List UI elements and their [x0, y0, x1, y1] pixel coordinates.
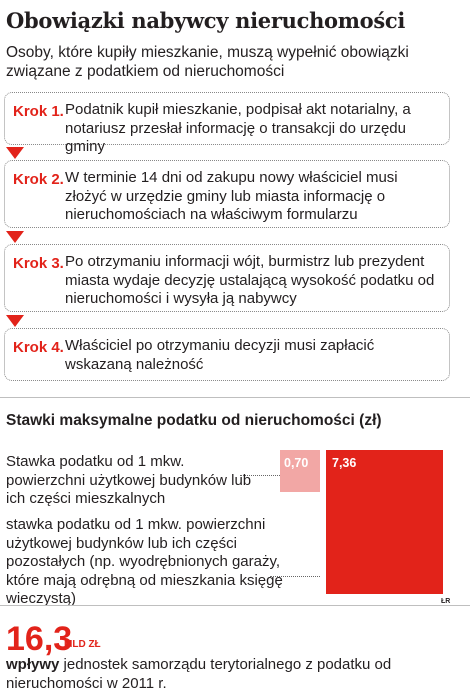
step-4 — [4, 328, 450, 381]
step-label: Krok 3. — [13, 255, 64, 272]
section-divider — [0, 397, 470, 398]
stat-caption — [6, 656, 446, 693]
step-2 — [4, 160, 450, 228]
step-text: Po otrzymaniu informacji wójt, burmistrz lub prezydent miasta wydaje decyzję ustalającą wysokość podatku od nieruchomości i wysyła ją nabywcy — [65, 253, 435, 307]
step-text: Podatnik kupił mieszkanie, podpisał akt notarialny, a notariusz przesłał informację o transakcji do urzędu gminy — [65, 101, 411, 155]
stat-number: 16,3 — [6, 620, 73, 658]
credit-initials: ŁR — [441, 598, 451, 605]
stat-bold: wpływy — [6, 656, 60, 673]
rate-desc-other: stawka podatku od 1 mkw. powierzchni użytkowej budynków lub ich części pozostałych (np. wyodrębnionych garaży, które mają odrębną od mieszkania księgę wieczystą) — [6, 516, 283, 607]
stat-unit: MLD ZŁ — [64, 639, 101, 650]
rate-desc-residential: Stawka podatku od 1 mkw. powierzchni użytkowej budynków lub ich części mieszkalnych — [6, 453, 252, 507]
step-label: Krok 4. — [13, 339, 64, 356]
down-arrow-icon — [6, 315, 24, 327]
step-label: Krok 1. — [13, 103, 64, 120]
step-text: Właściciel po otrzymaniu decyzji musi zapłacić wskazaną należność — [65, 337, 375, 373]
down-arrow-icon — [6, 231, 24, 243]
rates-title: Stawki maksymalne podatku od nieruchomości (zł) — [6, 412, 382, 429]
bar-other — [326, 450, 443, 594]
step-label: Krok 2. — [13, 171, 64, 188]
step-1 — [4, 92, 450, 155]
section-divider — [0, 605, 470, 606]
page-title: Obowiązki nabywcy nieruchomości — [6, 8, 406, 33]
leader-line — [270, 576, 320, 577]
bar-label-other: 7,36 — [332, 456, 357, 470]
leader-line — [240, 475, 280, 476]
bar-label-residential: 0,70 — [284, 456, 309, 470]
down-arrow-icon — [6, 147, 24, 159]
stat-text: jednostek samorządu terytorialnego z podatku od nieruchomości w 2011 r. — [6, 656, 392, 692]
step-3 — [4, 244, 450, 312]
step-text: W terminie 14 dni od zakupu nowy właściciel musi złożyć w urzędzie gminy lub miasta informację o nieruchomościach na właściwym formularzu — [65, 169, 398, 223]
page-subtitle: Osoby, które kupiły mieszkanie, muszą wypełnić obowiązki związane z podatkiem od nieruchomości — [6, 44, 409, 80]
